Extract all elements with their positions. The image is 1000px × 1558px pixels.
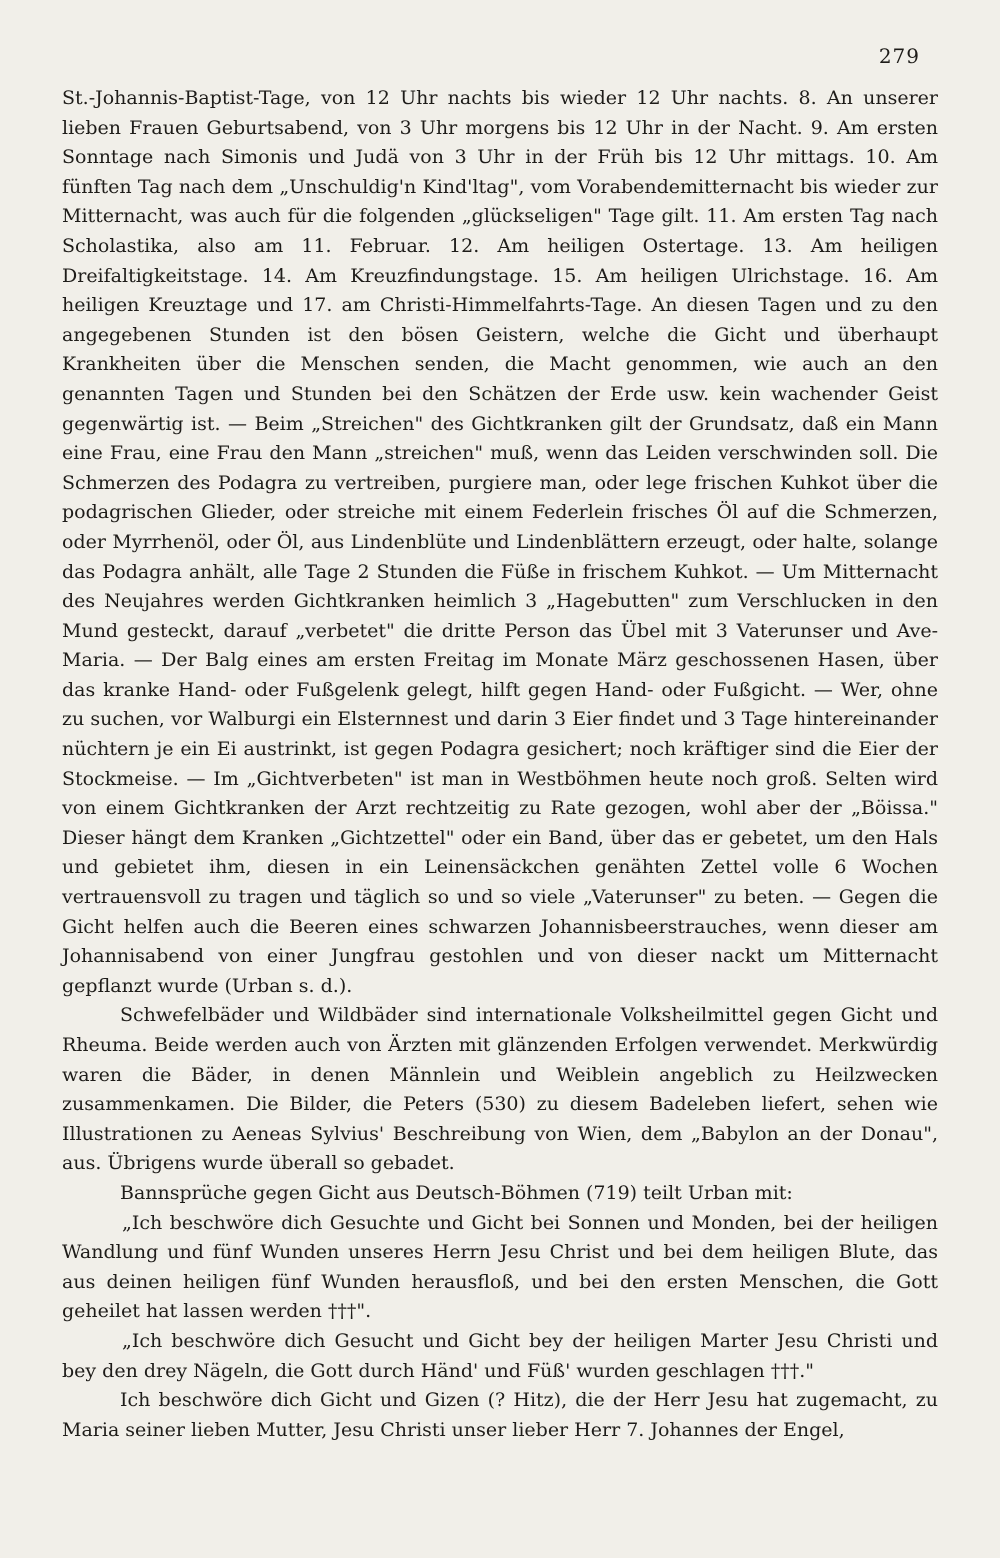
- paragraph-charm-1: „Ich beschwöre dich Gesuchte und Gicht bei Sonnen und Monden, bei der heiligen Wandlung und fünf Wunden unseres Herrn Jesu Christ und bei dem heiligen Blute, das aus deinen heiligen fünf Wunden herausfloß, und bei den ersten Menschen, die Gott geheilet hat lassen werden †††".: [62, 1211, 938, 1323]
- page-number: 279: [878, 44, 920, 68]
- paragraph-charm-3: Ich beschwöre dich Gicht und Gizen (? Hitz), die der Herr Jesu hat zugemacht, zu Maria seiner lieben Mutter, Jesu Christi unser lieber Herr 7. Johannes der Engel,: [62, 1389, 938, 1441]
- body-text: [62, 84, 938, 1445]
- paragraph-bannsprueche-intro: Bannsprüche gegen Gicht aus Deutsch-Böhmen (719) teilt Urban mit:: [120, 1181, 793, 1204]
- paragraph-charm-2: „Ich beschwöre dich Gesucht und Gicht bey der heiligen Marter Jesu Christi und bey den drey Nägeln, die Gott durch Händ' und Füß' wurden geschlagen †††.": [62, 1329, 938, 1382]
- paragraph-gicht-days: St.-Johannis-Baptist-Tage, von 12 Uhr nachts bis wieder 12 Uhr nachts. 8. An unserer lieben Frauen Geburtsabend, von 3 Uhr morgens bis 12 Uhr in der Nacht. 9. Am ersten Sonntage nach Simonis und Judä von 3 Uhr in der Früh bis 12 Uhr mittags. 10. Am fünften Tag nach dem „Unschuldig'n Kind'ltag", vom Vorabendemitternacht bis wieder zur Mitternacht, was auch für die folgenden „glückseligen" Tage gilt. 11. Am ersten Tag nach Scholastika, also am 11. Februar. 12. Am heiligen Ostertage. 13. Am heiligen Dreifaltigkeitstage. 14. Am Kreuzfindungstage. 15. Am heiligen Ulrichstage. 16. Am heiligen Kreuztage und 17. am Christi-Himmelfahrts-Tage. An diesen Tagen und zu den angegebenen Stunden ist den bösen Geistern, welche die Gicht und überhaupt Krankheiten über die Menschen senden, die Macht genommen, wie auch an den genannten Tagen und Stunden bei den Schätzen der Erde usw. kein wachender Geist gegenwärtig ist. — Beim „Streichen" des Gichtkranken gilt der Grundsatz, daß ein Mann eine Frau, eine Frau den Mann „streichen" muß, wenn das Leiden verschwinden soll. Die Schmerzen des Podagra zu vertreiben, purgiere man, oder lege frischen Kuhkot über die podagrischen Glieder, oder streiche mit einem Federlein frisches Öl auf die Schmerzen, oder Myrrhenöl, oder Öl, aus Lindenblüte und Lindenblättern erzeugt, oder halte, solange das Podagra anhält, alle Tage 2 Stunden die Füße in frischem Kuhkot. — Um Mitternacht des Neujahres werden Gichtkranken heimlich 3 „Hagebutten" zum Verschlucken in den Mund gesteckt, darauf „verbetet" die dritte Person das Übel mit 3 Vaterunser und Ave-Maria. — Der Balg eines am ersten Freitag im Monate März geschossenen Hasen, über das kranke Hand- oder Fußgelenk gelegt, hilft gegen Hand- oder Fußgicht. — Wer, ohne zu suchen, vor Walburgi ein Elsternnest und darin 3 Eier findet und 3 Tage hintereinander nüchtern je ein Ei austrinkt, ist gegen Podagra gesichert; noch kräftiger sind die Eier der Stockmeise. — Im „Gichtverbeten" ist man in Westböhmen heute noch groß. Selten wird von einem Gichtkranken der Arzt rechtzeitig zu Rate gezogen, wohl aber der „Böissa." Dieser hängt dem Kranken „Gichtzettel" oder ein Band, über das er gebetet, um den Hals und gebietet ihm, diesen in ein Leinensäckchen genähten Zettel volle 6 Wochen vertrauensvoll zu tragen und täglich so und so viele „Vaterunser" zu beten. — Gegen die Gicht helfen auch die Beeren eines schwarzen Johannisbeerstrauches, wenn dieser am Johannisabend von einer Jungfrau gestohlen und von dieser nackt um Mitternacht gepflanzt wurde (Urban s. d.).: [62, 87, 938, 997]
- paragraph-baths: Schwefelbäder und Wildbäder sind internationale Volksheilmittel gegen Gicht und Rheuma. Beide werden auch von Ärzten mit glänzenden Erfolgen verwendet. Merkwürdig waren die Bäder, in denen Männlein und Weiblein angeblich zu Heilzwecken zusammenkamen. Die Bilder, die Peters (530) zu diesem Badeleben liefert, sehen wie Illustrationen zu Aeneas Sylvius' Beschreibung von Wien, dem „Babylon an der Donau", aus. Übrigens wurde überall so gebadet.: [62, 1004, 938, 1175]
